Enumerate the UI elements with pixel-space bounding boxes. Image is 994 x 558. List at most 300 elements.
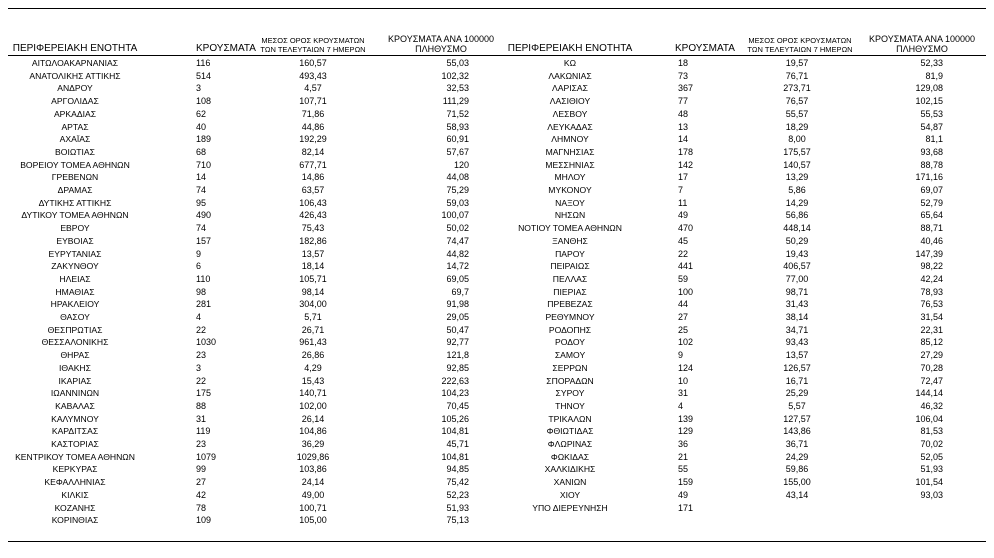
region-cell-left: ΑΡΚΑΔΙΑΣ (53, 108, 97, 119)
cases-cell-left: 1079 (196, 451, 217, 462)
region-cell-right: ΣΕΡΡΩΝ (552, 362, 588, 373)
cases-cell-left: 40 (196, 121, 207, 132)
table-row (0, 121, 994, 134)
per-cell-right: 42,24 (920, 273, 943, 284)
cases-cell-right: 31 (678, 388, 689, 399)
avg-cell-right: 19,57 (785, 58, 809, 68)
cases-cell-right: 55 (678, 464, 689, 475)
avg-cell-left: 102,00 (299, 400, 327, 411)
region-cell-right: ΠΕΙΡΑΙΩΣ (550, 261, 590, 272)
table-row (0, 235, 994, 248)
region-cell-left: ΚΙΛΚΙΣ (61, 489, 89, 500)
region-cell-right: ΦΘΙΩΤΙΔΑΣ (546, 426, 594, 437)
cases-cell-right: 100 (678, 286, 694, 297)
cases-cell-right: 21 (678, 451, 689, 462)
avg-cell-right: 25,29 (785, 388, 809, 399)
table-row (0, 184, 994, 197)
cases-cell-left: 3 (196, 83, 202, 94)
table-row (0, 489, 994, 502)
header-avg-left-line2: ΤΩΝ ΤΕΛΕΥΤΑΙΩΝ 7 ΗΜΕΡΩΝ (260, 45, 366, 54)
header-per-left (382, 34, 500, 54)
region-cell-left: ΑΡΤΑΣ (61, 121, 89, 132)
region-cell-right: ΝΟΤΙΟΥ ΤΟΜΕΑ ΑΘΗΝΩΝ (518, 223, 622, 234)
per-cell-right: 129,08 (915, 83, 943, 94)
table-row (0, 298, 994, 311)
avg-cell-left: 5,71 (304, 312, 322, 322)
avg-cell-right: 126,57 (783, 362, 811, 373)
avg-cell-right: 56,86 (785, 210, 809, 221)
avg-cell-left: 75,43 (301, 223, 325, 234)
cases-cell-left: 116 (196, 58, 211, 68)
cases-cell-right: 9 (678, 350, 684, 361)
table-row (0, 387, 994, 400)
per-cell-right: 54,87 (920, 121, 943, 132)
per-cell-right: 93,68 (920, 146, 943, 157)
per-cell-left: 92,77 (446, 337, 469, 348)
region-cell-right: ΧΑΝΙΩΝ (553, 477, 587, 488)
header-rule (8, 55, 986, 56)
per-cell-left: 44,82 (446, 248, 469, 259)
table-row (0, 375, 994, 388)
region-cell-left: ΑΝΑΤΟΛΙΚΗΣ ΑΤΤΙΚΗΣ (29, 70, 121, 81)
avg-cell-left: 104,86 (299, 426, 327, 437)
avg-cell-right: 19,43 (785, 248, 809, 259)
cases-cell-left: 490 (196, 210, 212, 221)
per-cell-left: 69,05 (446, 273, 469, 284)
cases-cell-left: 3 (196, 362, 202, 373)
cases-cell-left: 119 (196, 426, 211, 437)
cases-cell-right: 25 (678, 324, 689, 335)
avg-cell-right: 273,71 (783, 83, 811, 94)
per-cell-right: 52,79 (920, 197, 943, 208)
region-cell-left: ΔΥΤΙΚΗΣ ΑΤΤΙΚΗΣ (38, 197, 112, 208)
per-cell-left: 74,47 (446, 235, 469, 246)
per-cell-right: 81,1 (925, 134, 943, 145)
region-cell-left: ΕΥΒΟΙΑΣ (56, 235, 94, 246)
cases-cell-right: 11 (678, 197, 688, 208)
top-rule (8, 8, 986, 9)
cases-cell-left: 22 (196, 324, 207, 335)
table-row (0, 502, 994, 515)
cases-cell-right: 73 (678, 70, 689, 81)
table-row (0, 362, 994, 375)
cases-cell-left: 110 (196, 273, 211, 284)
region-cell-left: ΒΟΙΩΤΙΑΣ (55, 146, 95, 157)
cases-cell-left: 4 (196, 312, 202, 322)
per-cell-right: 76,53 (920, 299, 943, 310)
table-row (0, 476, 994, 489)
avg-cell-right: 55,57 (785, 108, 809, 119)
avg-cell-right: 98,71 (785, 286, 809, 297)
per-cell-left: 50,02 (446, 223, 469, 234)
region-cell-left: ΘΑΣΟΥ (60, 312, 90, 322)
table-row (0, 400, 994, 413)
region-cell-right: ΡΕΘΥΜΝΟΥ (545, 312, 595, 322)
per-cell-left: 71,52 (446, 108, 469, 119)
header-avg-left (258, 36, 368, 54)
cases-cell-left: 23 (196, 439, 207, 449)
cases-cell-right: 4 (678, 400, 684, 411)
avg-cell-right: 127,57 (783, 413, 811, 424)
per-cell-right: 31,54 (920, 312, 943, 322)
table-row (0, 514, 994, 527)
region-cell-right: ΛΑΡΙΣΑΣ (552, 83, 588, 94)
region-cell-left: ΚΟΖΑΝΗΣ (54, 502, 96, 513)
region-cell-right: ΤΡΙΚΑΛΩΝ (548, 413, 592, 424)
per-cell-right: 46,32 (920, 400, 943, 411)
per-cell-right: 144,14 (915, 388, 943, 399)
avg-cell-right: 8,00 (788, 134, 806, 145)
cases-cell-left: 108 (196, 96, 212, 107)
avg-cell-left: 49,00 (301, 489, 325, 500)
avg-cell-left: 426,43 (299, 210, 327, 221)
avg-cell-right: 59,86 (785, 464, 809, 475)
per-cell-left: 52,23 (446, 489, 469, 500)
region-cell-left: ΘΕΣΠΡΩΤΙΑΣ (47, 324, 103, 335)
per-cell-right: 81,9 (925, 70, 943, 81)
header-cases-left: ΚΡΟΥΣΜΑΤΑ (196, 43, 256, 54)
cases-cell-right: 470 (678, 223, 694, 234)
per-cell-right: 106,04 (915, 413, 943, 424)
avg-cell-left: 107,71 (299, 96, 327, 107)
per-cell-left: 92,85 (446, 362, 469, 373)
cases-cell-right: 102 (678, 337, 694, 348)
avg-cell-right: 16,71 (785, 375, 809, 386)
header-region-left: ΠΕΡΙΦΕΡΕΙΑΚΗ ΕΝΟΤΗΤΑ (12, 43, 138, 54)
per-cell-left: 75,42 (446, 477, 469, 488)
avg-cell-left: 961,43 (299, 337, 327, 348)
per-cell-right: 85,12 (920, 337, 943, 348)
cases-cell-right: 27 (678, 312, 689, 322)
avg-cell-left: 15,43 (301, 375, 325, 386)
per-cell-left: 14,72 (446, 261, 469, 272)
avg-cell-right: 43,14 (785, 489, 809, 500)
per-cell-left: 104,81 (441, 451, 469, 462)
avg-cell-left: 105,00 (299, 515, 327, 526)
header-per-left-line1: ΚΡΟΥΣΜΑΤΑ ΑΝΑ 100000 (388, 34, 494, 44)
region-cell-left: ΙΚΑΡΙΑΣ (58, 375, 92, 386)
table-row (0, 425, 994, 438)
region-cell-left: ΑΙΤΩΛΟΑΚΑΡΝΑΝΙΑΣ (31, 58, 119, 68)
region-cell-right: ΜΕΣΣΗΝΙΑΣ (545, 159, 595, 170)
region-cell-right: ΥΠΟ ΔΙΕΡΕΥΝΗΣΗ (532, 502, 608, 513)
region-cell-right: ΡΟΔΟΠΗΣ (548, 324, 592, 335)
cases-cell-left: 514 (196, 70, 212, 81)
avg-cell-right: 14,29 (785, 197, 809, 208)
region-cell-right: ΣΠΟΡΑΔΩΝ (546, 375, 594, 386)
per-cell-right: 98,22 (920, 261, 943, 272)
per-cell-right: 81,53 (920, 426, 943, 437)
table-row (0, 197, 994, 210)
avg-cell-left: 98,14 (301, 286, 325, 297)
region-cell-right: ΚΩ (563, 58, 577, 68)
avg-cell-right: 18,29 (785, 121, 809, 132)
table-row (0, 209, 994, 222)
cases-cell-left: 9 (196, 248, 202, 259)
avg-cell-right: 76,57 (785, 96, 809, 107)
table-row (0, 108, 994, 121)
header-per-right-line1: ΚΡΟΥΣΜΑΤΑ ΑΝΑ 100000 (869, 34, 975, 44)
cases-cell-left: 6 (196, 261, 202, 272)
cases-cell-left: 78 (196, 502, 207, 513)
avg-cell-left: 14,86 (301, 172, 325, 183)
region-cell-left: ΓΡΕΒΕΝΩΝ (51, 172, 99, 183)
avg-cell-left: 192,29 (299, 134, 327, 145)
header-per-left-line2: ΠΛΗΘΥΣΜΟ (415, 44, 467, 54)
cases-cell-right: 17 (678, 172, 689, 183)
table-row (0, 463, 994, 476)
table-row (0, 260, 994, 273)
region-cell-left: ΚΑΡΔΙΤΣΑΣ (51, 426, 99, 437)
per-cell-left: 104,81 (441, 426, 469, 437)
table-row (0, 171, 994, 184)
cases-cell-right: 49 (678, 210, 689, 221)
avg-cell-left: 24,14 (301, 477, 325, 488)
region-cell-right: ΜΗΛΟΥ (554, 172, 586, 183)
per-cell-left: 29,05 (446, 312, 469, 322)
avg-cell-left: 140,71 (299, 388, 327, 399)
table-row (0, 159, 994, 172)
table-header (0, 28, 994, 56)
region-cell-left: ΔΥΤΙΚΟΥ ΤΟΜΕΑ ΑΘΗΝΩΝ (21, 210, 129, 221)
per-cell-right: 52,33 (920, 58, 943, 68)
cases-cell-left: 281 (196, 299, 212, 310)
per-cell-right: 88,78 (920, 159, 943, 170)
per-cell-left: 57,67 (446, 146, 469, 157)
region-cell-right: ΝΗΣΩΝ (554, 210, 586, 221)
region-cell-right: ΠΡΕΒΕΖΑΣ (547, 299, 593, 310)
region-cell-right: ΝΑΞΟΥ (555, 197, 585, 208)
cases-cell-right: 77 (678, 96, 689, 107)
region-cell-right: ΞΑΝΘΗΣ (552, 235, 588, 246)
per-cell-right: 171,16 (915, 172, 943, 183)
per-cell-left: 44,08 (446, 172, 469, 183)
table-row (0, 95, 994, 108)
table-row (0, 133, 994, 146)
table-row (0, 311, 994, 324)
avg-cell-left: 36,29 (301, 439, 325, 449)
cases-cell-right: 159 (678, 477, 694, 488)
avg-cell-right: 406,57 (783, 261, 811, 272)
avg-cell-left: 44,86 (301, 121, 325, 132)
table-row (0, 336, 994, 349)
cases-cell-left: 98 (196, 286, 207, 297)
region-cell-left: ΗΡΑΚΛΕΙΟΥ (50, 299, 100, 310)
per-cell-right: 101,54 (915, 477, 943, 488)
region-cell-right: ΜΑΓΝΗΣΙΑΣ (545, 146, 595, 157)
region-cell-right: ΧΙΟΥ (559, 489, 581, 500)
cases-cell-left: 95 (196, 197, 207, 208)
avg-cell-right: 5,86 (788, 185, 806, 195)
per-cell-left: 75,13 (446, 515, 469, 526)
cases-cell-left: 62 (196, 108, 207, 119)
per-cell-right: 93,03 (920, 489, 943, 500)
region-cell-left: ΚΕΝΤΡΙΚΟΥ ΤΟΜΕΑ ΑΘΗΝΩΝ (15, 451, 135, 462)
cases-cell-right: 18 (678, 58, 689, 68)
region-cell-left: ΚΑΣΤΟΡΙΑΣ (51, 439, 99, 449)
table-row (0, 413, 994, 426)
avg-cell-left: 182,86 (299, 235, 327, 246)
avg-cell-right: 155,00 (783, 477, 811, 488)
per-cell-right: 88,71 (920, 223, 943, 234)
region-cell-right: ΧΑΛΚΙΔΙΚΗΣ (544, 464, 596, 475)
avg-cell-right: 13,57 (785, 350, 809, 361)
avg-cell-right: 50,29 (785, 235, 809, 246)
per-cell-right: 78,93 (920, 286, 943, 297)
per-cell-left: 222,63 (441, 375, 469, 386)
per-cell-right: 70,28 (920, 362, 943, 373)
per-cell-left: 51,93 (446, 502, 469, 513)
avg-cell-left: 4,57 (304, 83, 322, 94)
table-row (0, 70, 994, 83)
header-cases-right: ΚΡΟΥΣΜΑΤΑ (675, 43, 735, 54)
cases-cell-right: 36 (678, 439, 689, 449)
avg-cell-left: 304,00 (299, 299, 327, 310)
per-cell-left: 69,7 (451, 286, 469, 297)
avg-cell-left: 71,86 (301, 108, 325, 119)
table-row (0, 273, 994, 286)
per-cell-left: 102,32 (441, 70, 469, 81)
per-cell-left: 75,29 (446, 185, 469, 195)
per-cell-left: 104,23 (441, 388, 469, 399)
cases-cell-left: 14 (196, 172, 207, 183)
per-cell-left: 105,26 (441, 413, 469, 424)
region-cell-left: ΑΡΓΟΛΙΔΑΣ (51, 96, 99, 107)
region-cell-right: ΛΗΜΝΟΥ (551, 134, 589, 145)
header-avg-right-line1: ΜΕΣΟΣ ΟΡΟΣ ΚΡΟΥΣΜΑΤΩΝ (748, 36, 852, 45)
per-cell-left: 100,07 (441, 210, 469, 221)
cases-cell-left: 175 (196, 388, 212, 399)
header-per-right (862, 34, 982, 54)
region-cell-right: ΛΑΣΙΘΙΟΥ (549, 96, 591, 107)
avg-cell-left: 103,86 (299, 464, 327, 475)
table-row (0, 222, 994, 235)
per-cell-right: 65,64 (920, 210, 943, 221)
cases-cell-right: 124 (678, 362, 694, 373)
region-cell-left: ΕΥΡΥΤΑΝΙΑΣ (48, 248, 102, 259)
per-cell-right: 51,93 (920, 464, 943, 475)
cases-cell-right: 49 (678, 489, 689, 500)
avg-cell-right: 140,57 (783, 159, 811, 170)
region-cell-right: ΠΑΡΟΥ (555, 248, 585, 259)
per-cell-left: 59,03 (446, 197, 469, 208)
cases-cell-left: 88 (196, 400, 207, 411)
cases-cell-right: 22 (678, 248, 689, 259)
per-cell-left: 58,93 (446, 121, 469, 132)
avg-cell-right: 36,71 (785, 439, 809, 449)
region-cell-left: ΘΕΣΣΑΛΟΝΙΚΗΣ (41, 337, 109, 348)
cases-cell-left: 68 (196, 146, 207, 157)
avg-cell-right: 31,43 (785, 299, 809, 310)
per-cell-left: 60,91 (446, 134, 469, 145)
region-cell-left: ΗΛΕΙΑΣ (59, 273, 91, 284)
avg-cell-right: 93,43 (785, 337, 809, 348)
cases-cell-right: 13 (678, 121, 689, 132)
per-cell-right: 70,02 (920, 439, 943, 449)
cases-cell-left: 1030 (196, 337, 217, 348)
per-cell-right: 69,07 (920, 185, 943, 195)
cases-cell-right: 44 (678, 299, 689, 310)
per-cell-right: 102,15 (915, 96, 943, 107)
cases-cell-left: 189 (196, 134, 212, 145)
header-avg-right-line2: ΤΩΝ ΤΕΛΕΥΤΑΙΩΝ 7 ΗΜΕΡΩΝ (747, 45, 853, 54)
cases-cell-left: 710 (196, 159, 212, 170)
per-cell-right: 147,39 (915, 248, 943, 259)
region-cell-left: ΙΘΑΚΗΣ (59, 362, 91, 373)
avg-cell-left: 677,71 (299, 159, 327, 170)
cases-cell-right: 129 (678, 426, 694, 437)
per-cell-left: 94,85 (446, 464, 469, 475)
region-cell-right: ΣΑΜΟΥ (554, 350, 586, 361)
avg-cell-left: 13,57 (301, 248, 325, 259)
cases-cell-left: 99 (196, 464, 207, 475)
cases-cell-left: 31 (196, 413, 207, 424)
per-cell-right: 27,29 (920, 350, 943, 361)
avg-cell-left: 26,71 (301, 324, 325, 335)
bottom-rule (8, 541, 986, 542)
avg-cell-left: 160,57 (299, 58, 327, 68)
region-cell-left: ΒΟΡΕΙΟΥ ΤΟΜΕΑ ΑΘΗΝΩΝ (20, 159, 130, 170)
table-row (0, 349, 994, 362)
per-cell-left: 45,71 (446, 439, 469, 449)
cases-cell-right: 142 (678, 159, 694, 170)
region-cell-right: ΣΥΡΟΥ (555, 388, 585, 399)
region-cell-right: ΠΙΕΡΙΑΣ (553, 286, 587, 297)
avg-cell-right: 5,57 (788, 400, 806, 411)
region-cell-left: ΕΒΡΟΥ (60, 223, 90, 234)
region-cell-right: ΡΟΔΟΥ (555, 337, 585, 348)
avg-cell-left: 106,43 (299, 197, 327, 208)
region-cell-right: ΛΑΚΩΝΙΑΣ (548, 70, 592, 81)
per-cell-right: 22,31 (920, 324, 943, 335)
per-cell-right: 40,46 (920, 235, 943, 246)
table-row (0, 286, 994, 299)
region-cell-left: ΗΜΑΘΙΑΣ (55, 286, 95, 297)
cases-cell-right: 10 (678, 375, 689, 386)
header-avg-right (745, 36, 855, 54)
header-avg-left-line1: ΜΕΣΟΣ ΟΡΟΣ ΚΡΟΥΣΜΑΤΩΝ (261, 36, 365, 45)
per-cell-left: 55,03 (446, 58, 469, 68)
cases-cell-right: 14 (678, 134, 689, 145)
cases-cell-left: 27 (196, 477, 207, 488)
avg-cell-left: 82,14 (301, 146, 325, 157)
cases-cell-right: 45 (678, 235, 689, 246)
per-cell-left: 121,8 (446, 350, 469, 361)
cases-cell-right: 367 (678, 83, 694, 94)
avg-cell-right: 34,71 (785, 324, 809, 335)
cases-cell-left: 74 (196, 223, 207, 234)
avg-cell-left: 100,71 (299, 502, 327, 513)
region-cell-right: ΛΕΥΚΑΔΑΣ (547, 121, 593, 132)
cases-cell-right: 59 (678, 273, 689, 284)
per-cell-left: 91,98 (446, 299, 469, 310)
region-cell-right: ΦΛΩΡΙΝΑΣ (547, 439, 593, 449)
per-cell-left: 111,29 (442, 96, 469, 107)
cases-cell-left: 109 (196, 515, 212, 526)
avg-cell-right: 38,14 (785, 312, 809, 322)
per-cell-left: 70,45 (446, 400, 469, 411)
per-cell-left: 32,53 (446, 83, 469, 94)
avg-cell-left: 105,71 (299, 273, 327, 284)
region-cell-left: ΑΧΑΪΑΣ (59, 134, 91, 145)
region-cell-left: ΘΗΡΑΣ (60, 350, 90, 361)
region-cell-left: ΔΡΑΜΑΣ (57, 185, 93, 195)
cases-cell-right: 139 (678, 413, 694, 424)
region-cell-right: ΜΥΚΟΝΟΥ (548, 185, 592, 195)
avg-cell-left: 63,57 (301, 185, 325, 195)
cases-cell-left: 74 (196, 185, 207, 195)
avg-cell-right: 175,57 (783, 146, 811, 157)
